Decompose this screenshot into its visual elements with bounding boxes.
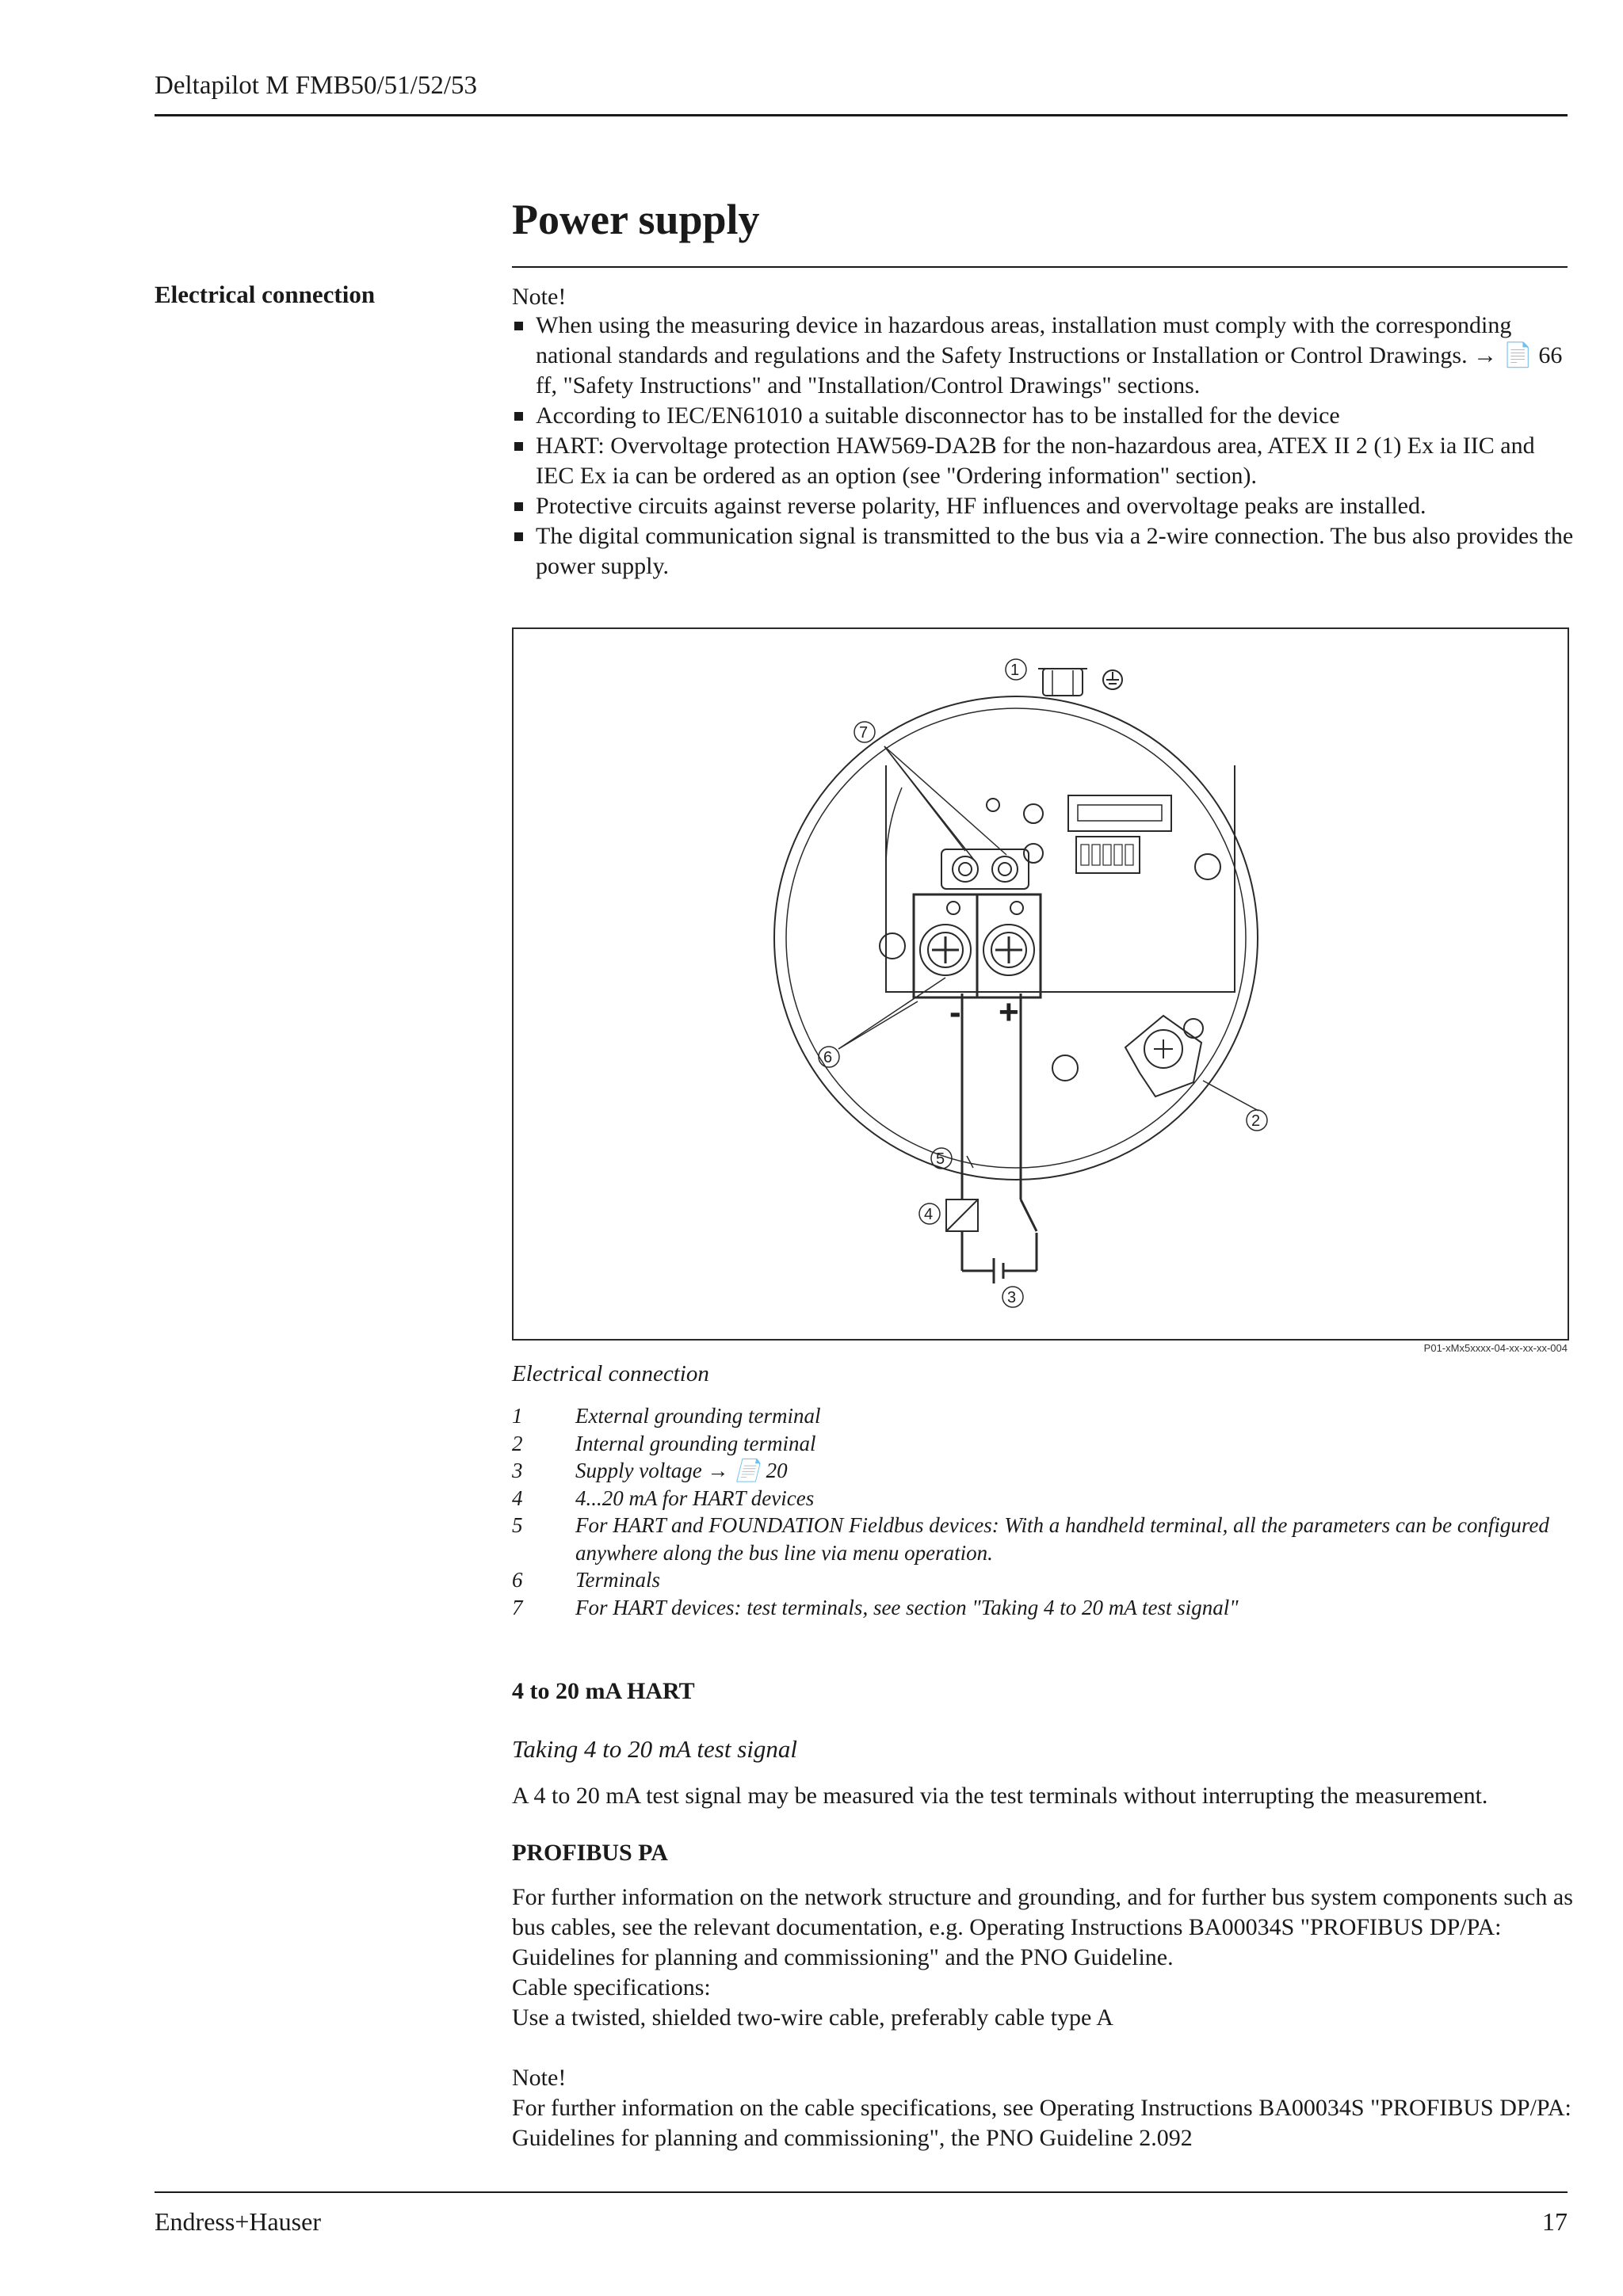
- switch-icon: [1021, 1199, 1037, 1231]
- legend-row: [512, 1512, 1574, 1566]
- callout-4: 4: [924, 1206, 934, 1223]
- figure-legend: [512, 1402, 1574, 1621]
- legend-number: 2: [512, 1431, 523, 1455]
- legend-number: 5: [512, 1513, 523, 1537]
- profibus-body: [512, 1882, 1578, 2153]
- note-label: Note!: [512, 284, 567, 310]
- internal-ground-terminal: [1125, 1016, 1203, 1097]
- legend-number: 6: [512, 1568, 523, 1592]
- note-bullet-list: [512, 311, 1574, 582]
- figure-code: P01-xMx5xxxx-04-xx-xx-xx-004: [1423, 1342, 1568, 1354]
- running-header: Deltapilot M FMB50/51/52/53: [155, 71, 478, 100]
- section-title: Power supply: [512, 196, 760, 243]
- profibus-note-label: Note!: [512, 2065, 567, 2091]
- dip-switch-block: [1076, 837, 1140, 873]
- terminal-block: [914, 894, 1041, 997]
- page-number: 17: [1542, 2207, 1568, 2236]
- legend-text: For HART devices: test terminals, see section "Taking 4 to 20 mA test signal": [575, 1595, 1239, 1619]
- wiring-diagram: [514, 629, 1568, 1339]
- profibus-line: Cable specifications:: [512, 1974, 711, 2000]
- test-signal-subheading: Taking 4 to 20 mA test signal: [512, 1735, 797, 1763]
- bullet-item: HART: Overvoltage protection HAW569-DA2B for the non-hazardous area, ATEX II 2 (1) Ex ia IIC and IEC Ex ia can be ordered as an option (see "Ordering information" section).: [512, 431, 1574, 491]
- footer-rule: [155, 2191, 1568, 2193]
- legend-row: [512, 1402, 1574, 1430]
- plus-label: +: [999, 993, 1019, 1032]
- callout-3: 3: [1007, 1289, 1017, 1306]
- legend-number: 4: [512, 1486, 523, 1510]
- electronics-cover: [886, 765, 1235, 992]
- callout-2: 2: [1251, 1112, 1261, 1130]
- callout-6: 6: [823, 1049, 833, 1066]
- current-meter-icon: [946, 1199, 978, 1231]
- housing-inner-ring: [786, 708, 1246, 1168]
- blank-line: [512, 2033, 1578, 2063]
- profibus-line: Use a twisted, shielded two-wire cable, preferably cable type A: [512, 2004, 1113, 2031]
- legend-row: [512, 1485, 1574, 1512]
- mounting-screw: [880, 933, 905, 959]
- callout-5: 5: [936, 1150, 945, 1168]
- legend-text: For HART and FOUNDATION Fieldbus devices: With a handheld terminal, all the parameters can be configured anywhere along the bus line via menu operation.: [575, 1513, 1549, 1565]
- test-signal-paragraph: A 4 to 20 mA test signal may be measured via the test terminals without interrupting the measurement.: [512, 1783, 1488, 1809]
- legend-number: 1: [512, 1404, 523, 1428]
- bullet-item: When using the measuring device in hazardous areas, installation must comply with the corresponding national standards and regulations and the Safety Instructions or Installation or Control Drawings. → 📄 66 ff, "Safety Instructions" and "Installation/Control Drawings" sections.: [512, 311, 1574, 401]
- callout-1: 1: [1010, 662, 1020, 679]
- hart-heading: 4 to 20 mA HART: [512, 1678, 695, 1704]
- profibus-note-text: For further information on the cable specifications, see Operating Instructions BA00034S "PROFIBUS DP/PA: Guidelines for planning and commissioning", the PNO Guideline 2.092: [512, 2095, 1571, 2151]
- legend-text: Internal grounding terminal: [575, 1431, 816, 1455]
- legend-row: [512, 1566, 1574, 1594]
- section-rule: [512, 266, 1568, 268]
- figure-caption: Electrical connection: [512, 1361, 709, 1386]
- minus-label: -: [949, 993, 961, 1032]
- display-connector: [1068, 795, 1171, 831]
- legend-number: 7: [512, 1595, 523, 1619]
- housing-outer-ring: [774, 696, 1261, 1180]
- legend-text: External grounding terminal: [575, 1404, 821, 1428]
- bullet-item: According to IEC/EN61010 a suitable disconnector has to be installed for the device: [512, 401, 1574, 431]
- margin-heading: Electrical connection: [155, 280, 376, 308]
- footer-company: Endress+Hauser: [155, 2207, 321, 2236]
- mounting-screw: [1195, 854, 1220, 879]
- bullet-item: The digital communication signal is transmitted to the bus via a 2-wire connection. The bus also provides the power supply.: [512, 521, 1574, 582]
- legend-row: [512, 1594, 1574, 1622]
- ground-symbol-icon: [1103, 670, 1122, 689]
- ground-screw-marker: [1052, 1055, 1078, 1081]
- led-indicator: [1024, 804, 1043, 823]
- test-terminals: [941, 849, 1029, 889]
- legend-row: [512, 1457, 1574, 1485]
- legend-text: Supply voltage → 📄 20: [575, 1459, 788, 1482]
- profibus-heading: PROFIBUS PA: [512, 1840, 668, 1866]
- legend-text: 4...20 mA for HART devices: [575, 1486, 815, 1510]
- header-rule: [155, 114, 1568, 116]
- profibus-paragraph: For further information on the network structure and grounding, and for further bus system components such as bus cables, see the relevant documentation, e.g. Operating Instructions BA00034S "PROFIBUS DP/PA: Guidelines for planning and commissioning" and the PNO Guideline.: [512, 1884, 1573, 1970]
- bullet-item: Protective circuits against reverse polarity, HF influences and overvoltage peaks are installed.: [512, 491, 1574, 521]
- callout-7: 7: [859, 724, 869, 742]
- legend-row: [512, 1430, 1574, 1458]
- external-ground-terminal: [1038, 669, 1087, 696]
- battery-icon: [994, 1258, 1003, 1283]
- legend-number: 3: [512, 1459, 523, 1482]
- legend-text: Terminals: [575, 1568, 661, 1592]
- wiring-figure: [512, 627, 1569, 1341]
